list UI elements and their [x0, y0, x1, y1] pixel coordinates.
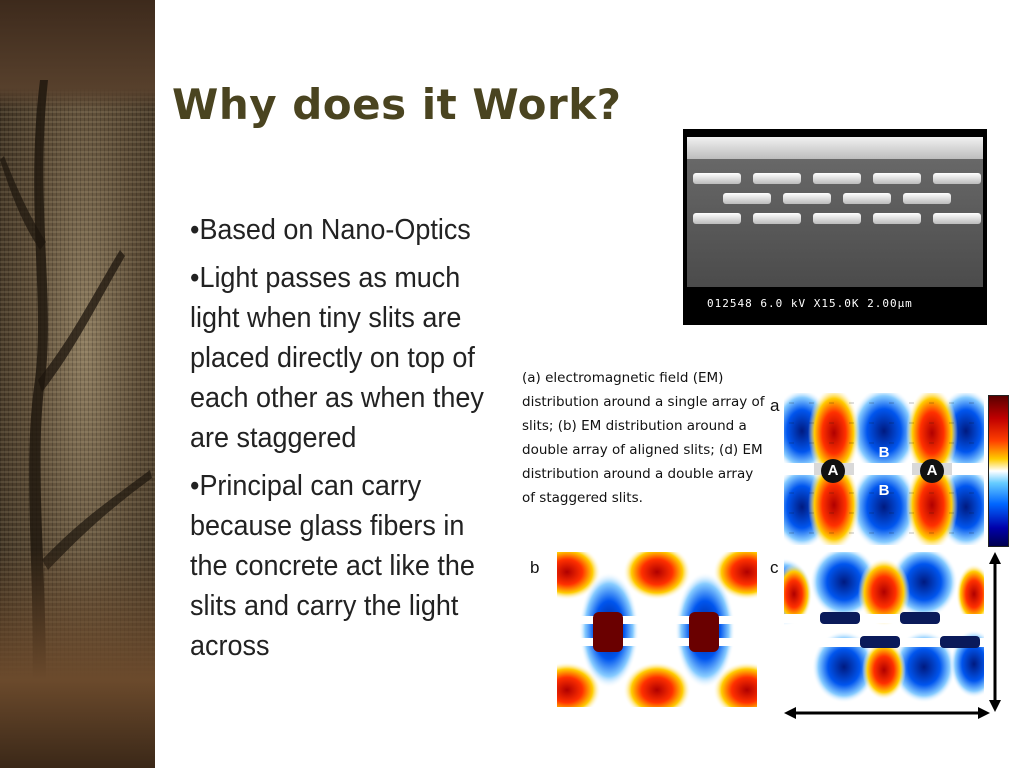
- em-panel-a: [784, 393, 984, 545]
- sem-slit: [753, 213, 801, 224]
- sem-slit: [873, 213, 921, 224]
- region-label-b2: B: [878, 482, 890, 499]
- sem-slit: [693, 213, 741, 224]
- sem-slit: [753, 173, 801, 184]
- sem-slit: [843, 193, 891, 204]
- sem-image-field: [687, 137, 983, 287]
- panel-label-b: b: [530, 558, 540, 577]
- side-photo: [0, 0, 155, 768]
- sem-slit: [933, 213, 981, 224]
- panel-label-a: a: [770, 396, 780, 415]
- sem-slit: [783, 193, 831, 204]
- sem-slit: [693, 173, 741, 184]
- slide-title: Why does it Work?: [172, 80, 622, 129]
- panel-label-c: c: [770, 558, 779, 577]
- bullet-item: •Principal can carry because glass fibers in the concrete act like the slits and carry the light across: [190, 470, 475, 662]
- em-panel-b: [557, 552, 757, 707]
- region-label-b1: B: [878, 444, 890, 461]
- region-label-a2: A: [920, 459, 944, 483]
- sem-top-layer: [687, 137, 983, 159]
- sem-slit: [903, 193, 951, 204]
- figure-caption: (a) electromagnetic field (EM) distribution around a single array of slits; (b) EM distribution around a double array of aligned slits; (d) EM distribution around a double array of staggered slits.: [522, 370, 765, 506]
- bullet-list: [190, 210, 497, 674]
- sem-slit: [813, 173, 861, 184]
- sem-slit: [723, 193, 771, 204]
- bullet-item: •Light passes as much light when tiny slits are placed directly on top of each other as when they are staggered: [190, 262, 484, 454]
- vertical-dimension-arrow: [984, 552, 1006, 712]
- colorbar: [988, 395, 1009, 547]
- sem-slit: [933, 173, 981, 184]
- em-panel-c: [784, 552, 984, 707]
- tree-branch-image: [0, 0, 155, 768]
- sem-caption: 012548 6.0 kV X15.0K 2.00µm: [707, 297, 913, 310]
- sem-micrograph: [683, 129, 987, 325]
- region-label-a1: A: [821, 459, 845, 483]
- bullet-item: •Based on Nano-Optics: [190, 214, 471, 246]
- sem-slit: [813, 213, 861, 224]
- horizontal-dimension-arrow: [784, 704, 990, 722]
- sem-slit: [873, 173, 921, 184]
